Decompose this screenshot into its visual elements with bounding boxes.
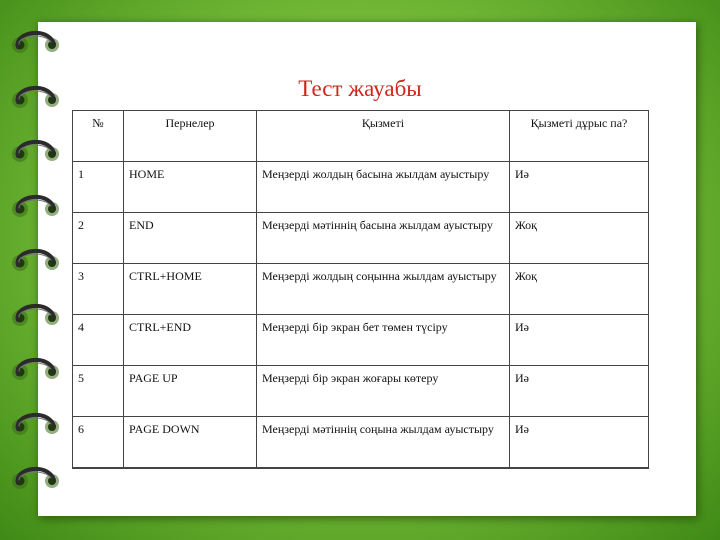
table-row: [73, 315, 649, 366]
spiral-binding-ring-icon: [8, 303, 62, 329]
cell-answer: Иә: [510, 366, 649, 417]
cell-key: CTRL+HOME: [124, 264, 257, 315]
header-number: №: [73, 111, 124, 162]
cell-number: 5: [73, 366, 124, 417]
cell-function: Меңзерді бір экран бет төмен түсіру: [257, 315, 510, 366]
table-row: [73, 417, 649, 469]
cell-function: Меңзерді мәтіннің соңына жылдам ауыстыру: [257, 417, 510, 469]
cell-key: PAGE UP: [124, 366, 257, 417]
answers-table: [72, 110, 649, 469]
cell-key: CTRL+END: [124, 315, 257, 366]
cell-function: Меңзерді жолдың басына жылдам ауыстыру: [257, 162, 510, 213]
cell-number: 6: [73, 417, 124, 469]
spiral-binding-ring-icon: [8, 248, 62, 274]
spiral-binding-ring-icon: [8, 30, 62, 56]
table-row: [73, 366, 649, 417]
spiral-binding-ring-icon: [8, 194, 62, 220]
table-row: [73, 264, 649, 315]
spiral-binding-ring-icon: [8, 412, 62, 438]
spiral-binding-ring-icon: [8, 139, 62, 165]
table-header-row: [73, 111, 649, 162]
cell-function: Меңзерді бір экран жоғары көтеру: [257, 366, 510, 417]
table-row: [73, 213, 649, 264]
cell-number: 3: [73, 264, 124, 315]
cell-answer: Иә: [510, 162, 649, 213]
header-correct: Қызметі дұрыс па?: [510, 111, 649, 162]
cell-answer: Иә: [510, 315, 649, 366]
cell-function: Меңзерді мәтіннің басына жылдам ауыстыру: [257, 213, 510, 264]
cell-number: 2: [73, 213, 124, 264]
cell-function: Меңзерді жолдың соңынна жылдам ауыстыру: [257, 264, 510, 315]
header-function: Қызметі: [257, 111, 510, 162]
cell-number: 4: [73, 315, 124, 366]
spiral-binding-ring-icon: [8, 357, 62, 383]
cell-answer: Иә: [510, 417, 649, 469]
slide-title: Тест жауабы: [298, 76, 422, 101]
cell-answer: Жоқ: [510, 264, 649, 315]
spiral-binding-ring-icon: [8, 466, 62, 492]
cell-answer: Жоқ: [510, 213, 649, 264]
cell-key: HOME: [124, 162, 257, 213]
header-keys: Пернелер: [124, 111, 257, 162]
cell-key: PAGE DOWN: [124, 417, 257, 469]
cell-key: END: [124, 213, 257, 264]
table-row: [73, 162, 649, 213]
cell-number: 1: [73, 162, 124, 213]
